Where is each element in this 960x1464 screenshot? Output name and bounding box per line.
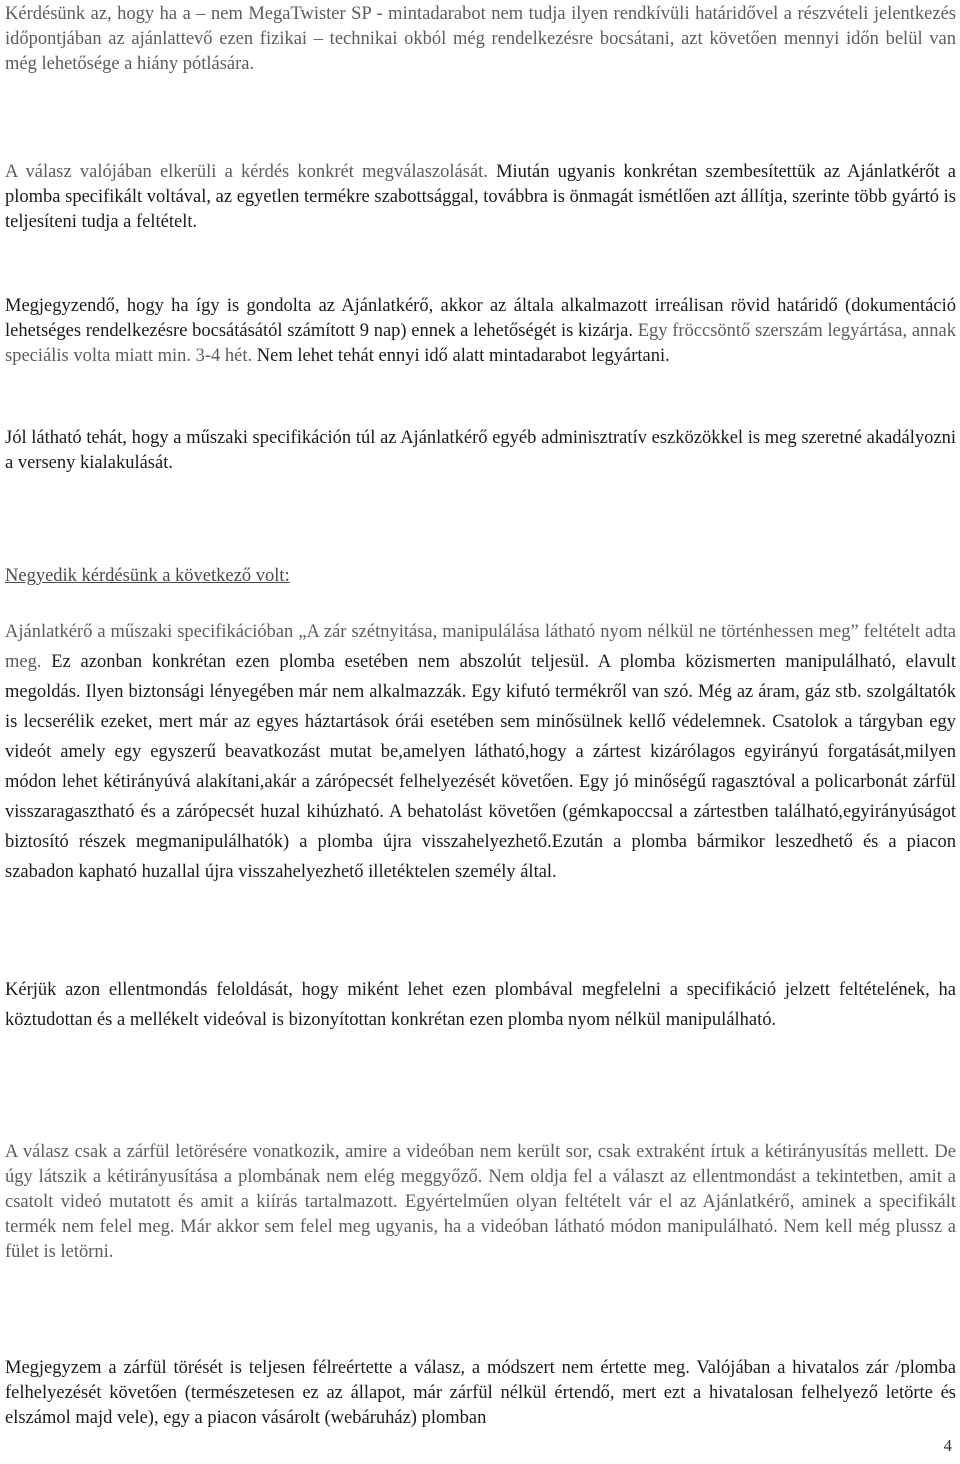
note-deadline-text: Megjegyzendő, hogy ha így is gondolta az Ajánlatkérő, akkor az általa alkalmazott irreálisan rövid határidő (dokumentáció lehetséges rendelkezésre bocsátásától számított 9 nap) ennek a lehetőségét is kizárja. (5, 296, 956, 341)
paragraph-answer-zarful: A válasz csak a zárfül letörésére vonatkozik, amire a videóban nem került sor, csak extraként írtuk a kétirányusítás mellett. De úgy látszik a kétirányusítása a plombának nem elég meggyőző. Nem oldja fel a választ az ellentmondást a tekintetben, amit a csatolt videó mutatott és amit a kiírás tartalmazott. Egyértelműen olyan feltételt vár el az Ajánlatkérő, aminek a specifikált termék nem felel meg. Már akkor sem felel meg ugyanis, ha a videóban látható módon manipulálható. Nem kell még plussz a fület is letörni. (5, 1142, 956, 1262)
paragraph-conclusion: Jól látható tehát, hogy a műszaki specifikáción túl az Ajánlatkérő egyéb adminisztratív eszközökkel is meg szeretné akadályozni a verseny kialakulását. (5, 428, 956, 473)
paragraph-fourth-question (5, 617, 956, 887)
note-tooling-text: Egy fröccsöntő szerszám legyártása, annak speciális volta miatt min. 3-4 hét. (5, 321, 956, 366)
question-condition-text: Ajánlatkérő a műszaki specifikációban „A zár szétnyitása, manipulálása látható nyom nélkül ne történhessen meg” feltételt adta meg. (5, 622, 956, 672)
page-number: 4 (943, 1436, 952, 1455)
answer-summary-text: A válasz valójában elkerüli a kérdés konkrét megválaszolását. (5, 162, 488, 182)
answer-detail-text: Miután ugyanis konkrétan szembesítettük az Ajánlatkérőt a plomba specifikált voltával, az egyetlen termékre szabottsággal, továbbra is önmagát ismétlően azt állítja, szerinte több gyártó is teljesíteni tudja a feltételt. (5, 162, 956, 232)
paragraph-question-deadline: Kérdésünk az, hogy ha a – nem MegaTwister SP - mintadarabot nem tudja ilyen rendkívüli határidővel a részvételi jelentkezés időpontjában az ajánlattevő ezen fizikai – technikai okból még rendelkezésre bocsátani, azt követően mennyi időn belül van még lehetősége a hiány pótlására. (5, 4, 956, 74)
question-detail-text: Ez azonban konkrétan ezen plomba esetében nem abszolút teljesül. A plomba közismerten manipulálható, elavult megoldás. Ilyen biztonsági lényegében már nem alkalmazzák. Egy kifutó termékről van szó. Még az áram, gáz stb. szolgáltatók is lecserélik ezeket, mert már az egyes háztartások órái esetében sem minősülnek kellő védelemnek. Csatolok a tárgyban egy videót amely egy egyszerű beavatkozást mutat be,amelyen látható,hogy a zártest kizárólagos egyirányú forgatását,milyen módon lehet kétirányúvá alakítani,akár a zárópecsét felhelyezését követően. Egy jó minőségű ragasztóval a policarbonát zárfül visszaragasztható és a zárópecsét huzal kihúzható. A behatolást követően (gémkapoccsal a zártestben található,egyirányúságot biztosító részek megmanipulálhatók) a plomba újra visszahelyezhető.Ezután a plomba bármikor leszedhető és a piacon szabadon kapható huzallal újra visszahelyezhető illetéktelen személy által. (5, 652, 956, 882)
section-heading-fourth-question: Negyedik kérdésünk a következő volt: (5, 566, 290, 586)
paragraph-note-deadline (5, 294, 956, 369)
paragraph-remark-method: Megjegyzem a zárfül törését is teljesen félreértette a válasz, a módszert nem értette meg. Valójában a hivatalos zár /plomba felhelyezését követően (természetesen ez az állapot, már zárfül nélkül értendő, mert ezt a hivatalosan felhelyező letörte és elszámol majd vele), egy a piacon vásárolt (webáruház) plomban (5, 1358, 956, 1428)
paragraph-answer-evasion (5, 160, 956, 235)
paragraph-request-resolution: Kérjük azon ellentmondás feloldását, hogy miként lehet ezen plombával megfelelni a specifikáció jelzett feltételének, ha köztudottan és a mellékelt videóval is bizonyítottan konkrétan ezen plomba nyom nélkül manipulálható. (5, 980, 956, 1030)
note-conclusion-text: Nem lehet tehát ennyi idő alatt mintadarabot legyártani. (252, 346, 670, 366)
